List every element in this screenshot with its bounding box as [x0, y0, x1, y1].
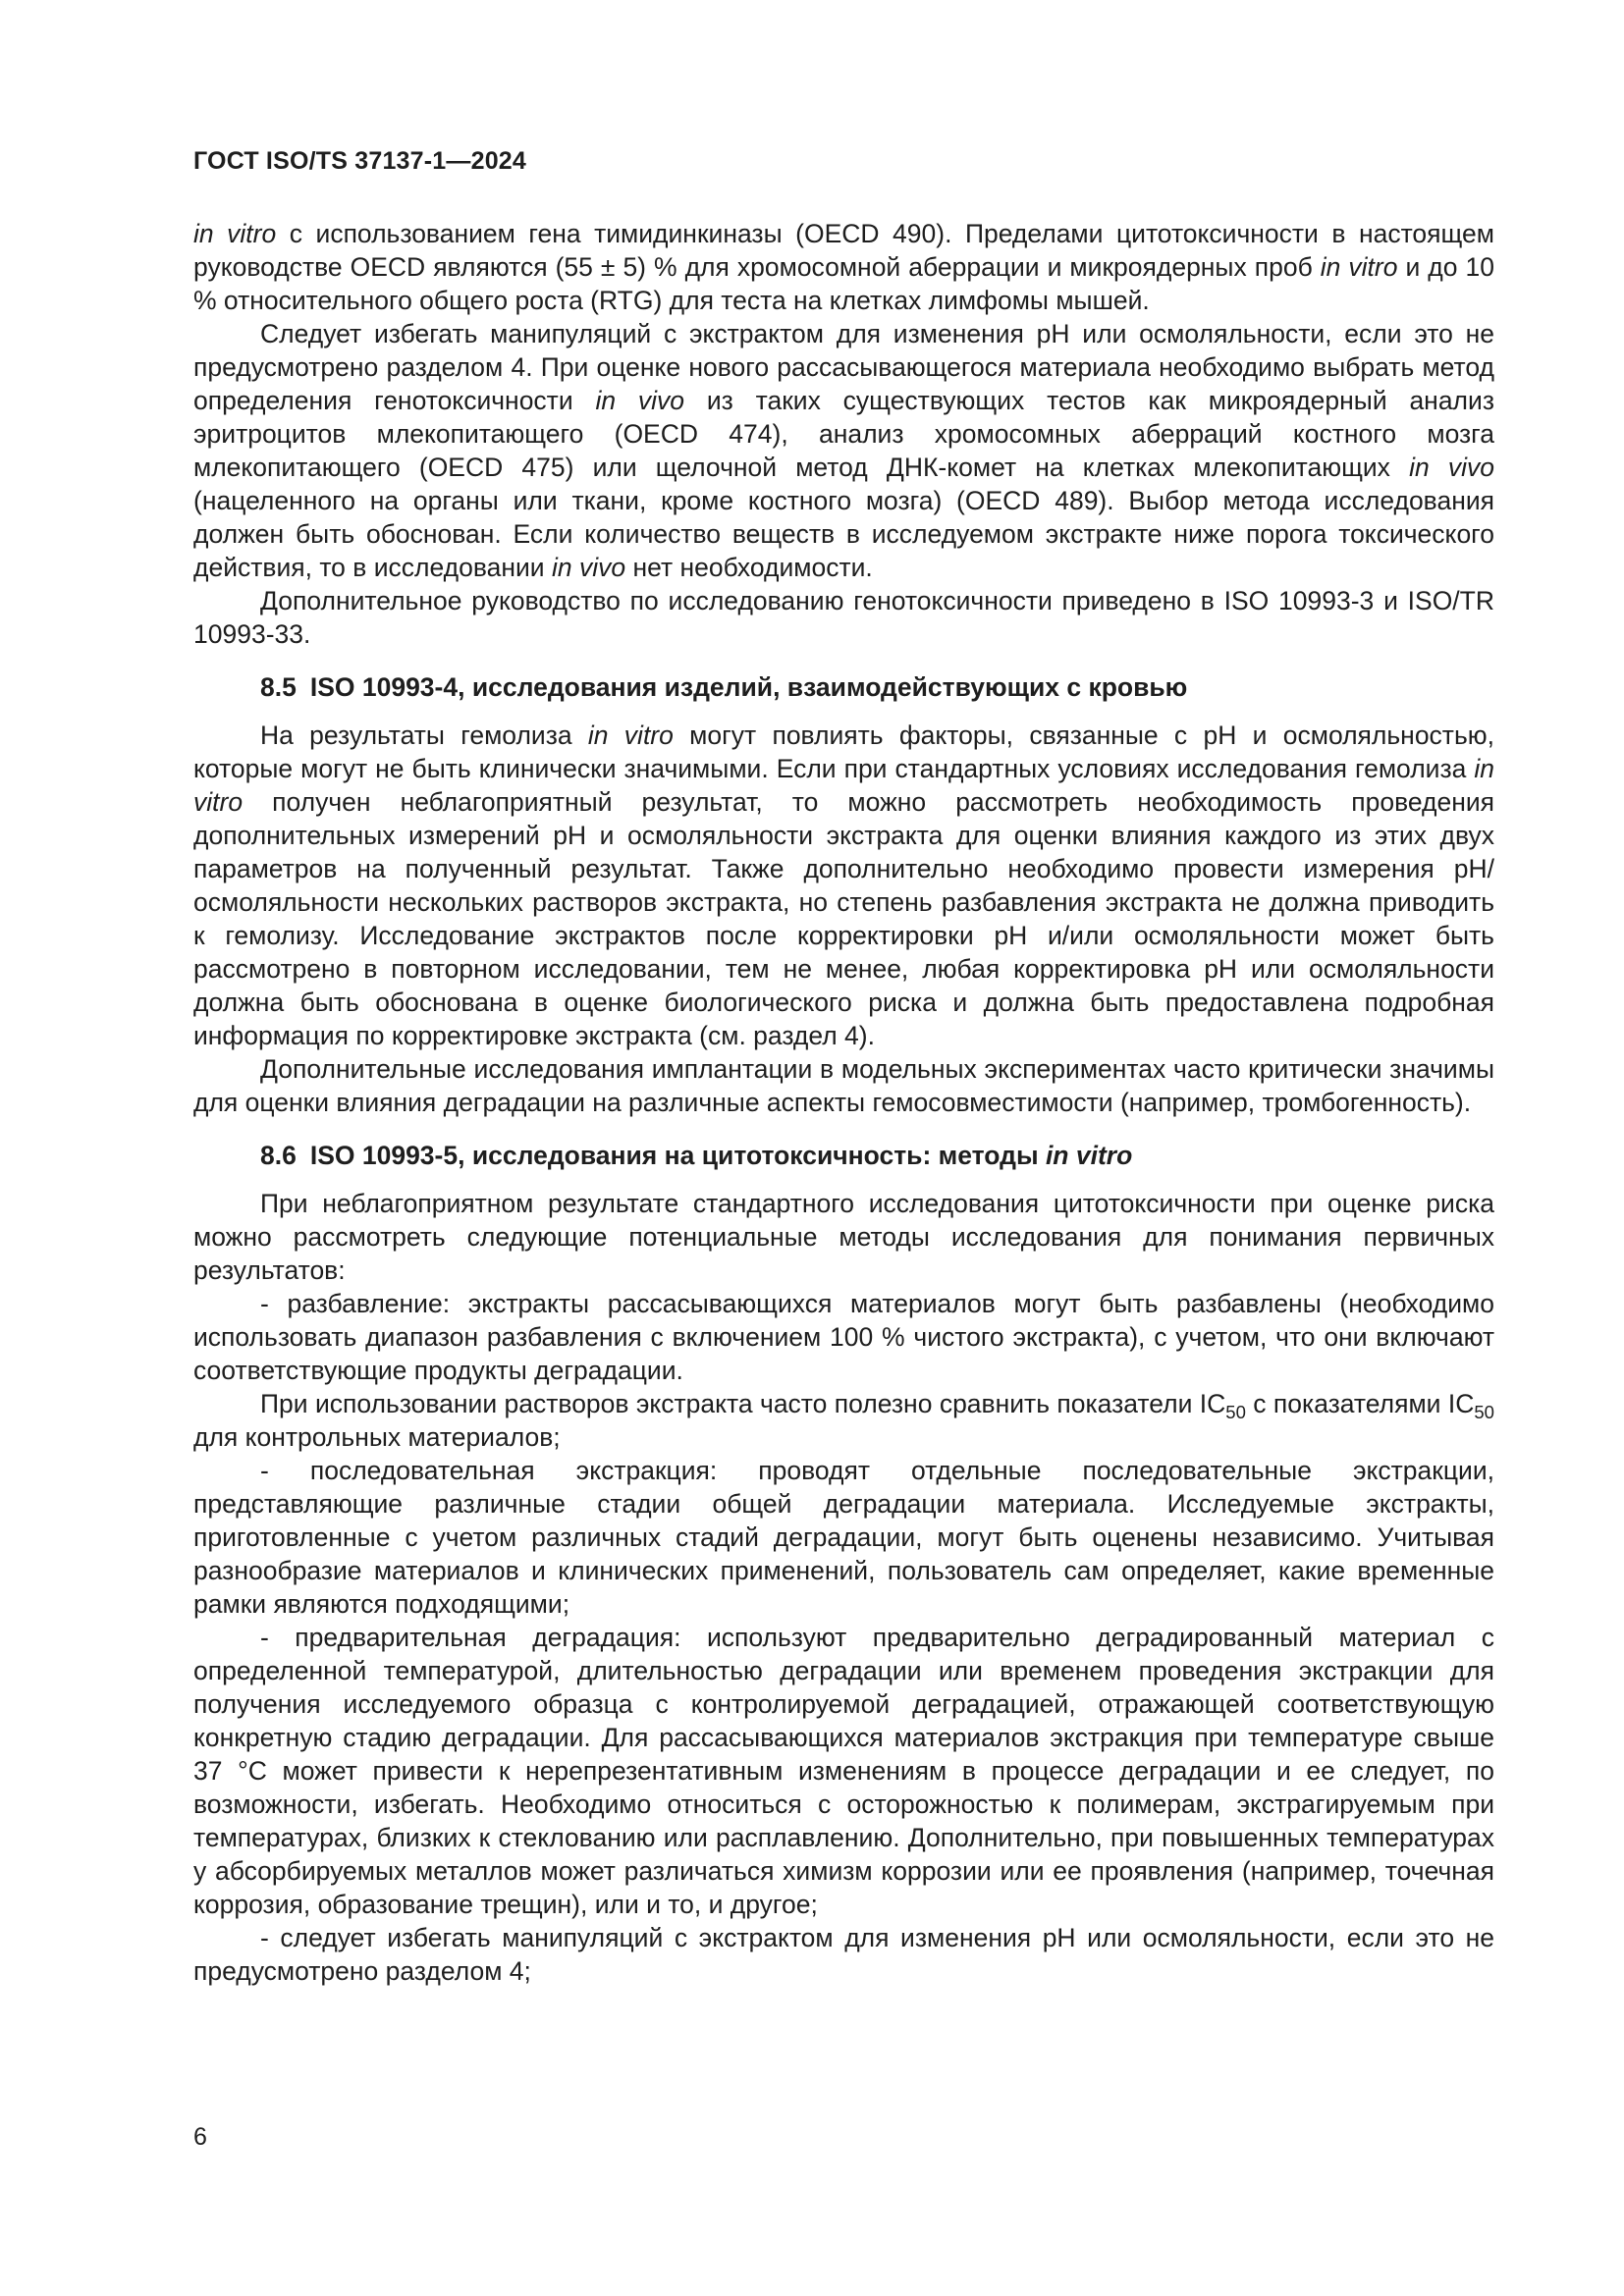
document-body: [193, 217, 1494, 1988]
section-title-italic: in vitro: [1045, 1141, 1133, 1170]
paragraph: in vitro с использованием гена тимидинкиназы (OECD 490). Пределами цитотоксичности в настоящем руководстве OECD являются (55 ± 5) % для хромосомной аберрации и микроядерных проб in vitro и до 10 % относительного общего роста (RTG) для теста на клетках лимфомы мышей.: [193, 219, 1494, 315]
list-item: - предварительная деградация: используют предварительно деградированный материал с определенной температурой, длительностью деградации или временем проведения экстракции для получения исследуемого образца с контролируемой деградацией, отражающей соответствующую конкретную стадию деградации. Для рассасывающихся материалов экстракция при температуре свыше 37 °С может привести к нерепрезентативным изменениям в процессе деградации и ее следует, по возможности, избегать. Необходимо относиться с осторожностью к полимерам, экстрагируемым при температурах, близких к стеклованию или расплавлению. Дополнительно, при повышенных температурах у абсорбируемых металлов может различаться химизм коррозии или ее проявления (например, точечная коррозия, образование трещин), или и то, и другое;: [193, 1623, 1494, 1919]
section-heading-8-6: [193, 1139, 1494, 1172]
paragraph: Дополнительное руководство по исследованию генотоксичности приведено в ISO 10993-3 и ISO/TR 10993-33.: [193, 586, 1494, 649]
page-number: 6: [193, 2123, 207, 2151]
standard-designation: ГОСТ ISO/TS 37137-1—2024: [193, 147, 527, 175]
section-number: 8.5: [260, 672, 297, 702]
paragraph: При использовании растворов экстракта часто полезно сравнить показатели $IC_{50}$ с показателями $IC_{50}$ для контрольных материалов;: [193, 1389, 1494, 1452]
section-number: 8.6: [260, 1141, 297, 1170]
paragraph: На результаты гемолиза in vitro могут повлиять факторы, связанные с pH и осмоляльностью, которые могут не быть клинически значимыми. Если при стандартных условиях исследования гемолиза in vitro получен неблагоприятный результат, то можно рассмотреть необходимость проведения дополнительных измерений pH и осмоляльности экстракта для оценки влияния каждого из этих двух параметров на полученный результат. Также дополнительно необходимо провести измерения pH/осмоляльности нескольких растворов экстракта, но степень разбавления экстракта не должна приводить к гемолизу. Исследование экстрактов после корректировки pH и/или осмоляльности может быть рассмотрено в повторном исследовании, тем не менее, любая корректировка pH или осмоляльности должна быть обоснована в оценке биологического риска и должна быть предоставлена подробная информация по корректировке экстракта (см. раздел 4).: [193, 721, 1494, 1050]
section-title: ISO 10993-5, исследования на цитотоксичность: методы: [309, 1141, 1046, 1170]
paragraph: При неблагоприятном результате стандартного исследования цитотоксичности при оценке риска можно рассмотреть следующие потенциальные методы исследования для понимания первичных результатов:: [193, 1189, 1494, 1285]
paragraph: Дополнительные исследования имплантации в модельных экспериментах часто критически значимы для оценки влияния деградации на различные аспекты гемосовместимости (например, тромбогенность).: [193, 1054, 1494, 1117]
list-item: - разбавление: экстракты рассасывающихся материалов могут быть разбавлены (необходимо использовать диапазон разбавления с включением 100 % чистого экстракта), с учетом, что они включают соответствующие продукты деградации.: [193, 1289, 1494, 1385]
document-header: [193, 147, 526, 176]
section-title: ISO 10993-4, исследования изделий, взаимодействующих с кровью: [309, 672, 1188, 702]
list-item: - последовательная экстракция: проводят отдельные последовательные экстракции, представляющие различные стадии общей деградации материала. Исследуемые экстракты, приготовленные с учетом различных стадий деградации, могут быть оценены независимо. Учитывая разнообразие материалов и клинических применений, пользователь сам определяет, какие временные рамки являются подходящими;: [193, 1456, 1494, 1619]
list-item: - следует избегать манипуляций с экстрактом для изменения pH или осмоляльности, если это не предусмотрено разделом 4;: [193, 1923, 1494, 1986]
paragraph: Следует избегать манипуляций с экстрактом для изменения pH или осмоляльности, если это не предусмотрено разделом 4. При оценке нового рассасывающегося материала необходимо выбрать метод определения генотоксичности in vivo из таких существующих тестов как микроядерный анализ эритроцитов млекопитающего (OECD 474), анализ хромосомных аберраций костного мозга млекопитающего (OECD 475) или щелочной метод ДНК-комет на клетках млекопитающих in vivo (нацеленного на органы или ткани, кроме костного мозга) (OECD 489). Выбор метода исследования должен быть обоснован. Если количество веществ в исследуемом экстракте ниже порога токсического действия, то в исследовании in vivo нет необходимости.: [193, 319, 1494, 582]
section-heading-8-5: [193, 670, 1494, 704]
